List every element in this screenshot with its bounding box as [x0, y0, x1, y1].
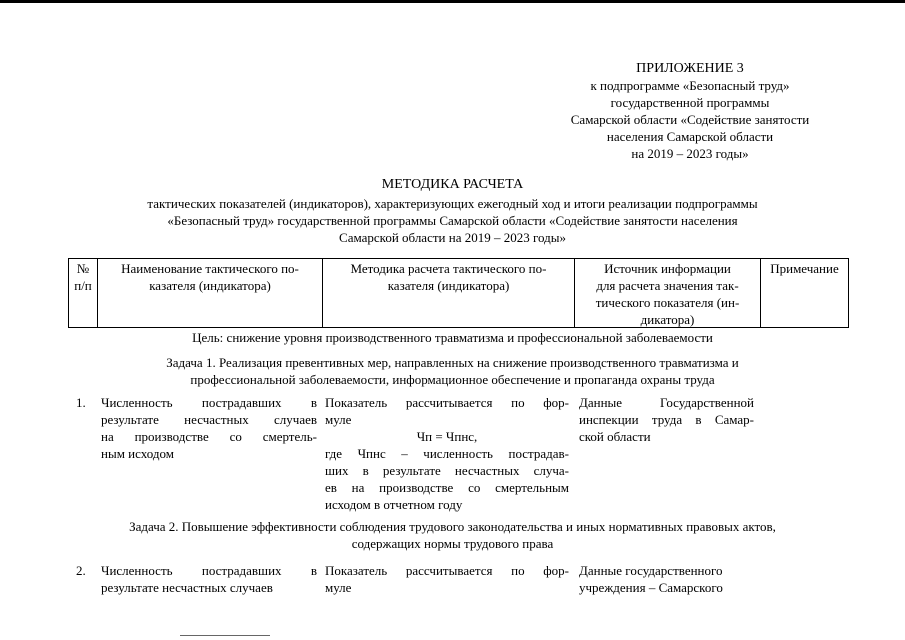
header-text: для расчета значения так- [596, 278, 739, 293]
row-2-method [325, 562, 569, 596]
cell-line: Данные государственного [579, 563, 723, 578]
row-number: 2. [76, 563, 86, 578]
document-subtitle-line: тактических показателей (индикаторов), характеризующих ежегодный ход и итоги реализации подпрограммы [147, 196, 758, 211]
appendix-line: населения Самарской области [606, 129, 774, 144]
document-subtitle-line: «Безопасный труд» государственной программы Самарской области «Содействие занятости населения [167, 213, 738, 228]
cell-line: результате несчастных случаев [101, 580, 273, 595]
header-cell-source [575, 259, 761, 327]
task-2-line: содержащих нормы трудового права [351, 536, 554, 551]
header-text: Источник информации [604, 261, 731, 276]
cell-line: на производстве со смертель- [101, 429, 317, 444]
table-header [68, 258, 849, 328]
header-text: казателя (индикатора) [387, 278, 510, 293]
cell-line: ской области [579, 429, 651, 444]
formula: Чп = Чпнс, [416, 429, 478, 444]
cell-line: Численность пострадавших в [101, 395, 317, 410]
header-text: № [76, 261, 90, 276]
cell-line: Данные Государственной [579, 395, 754, 410]
task-2-line: Задача 2. Повышение эффективности соблюдения трудового законодательства и иных нормативных правовых актов, [129, 519, 776, 534]
cell-line: Численность пострадавших в [101, 563, 317, 578]
task-1-line: Задача 1. Реализация превентивных мер, направленных на снижение производственного травматизма и [166, 355, 739, 370]
appendix-header [540, 60, 840, 162]
cell-line: Показатель рассчитывается по фор- [325, 395, 569, 410]
bottom-rule [180, 635, 270, 636]
header-text: Методика расчета тактического по- [350, 261, 547, 276]
goal-text: Цель: снижение уровня производственного травматизма и профессиональной заболеваемости [192, 330, 713, 345]
cell-line: инспекции труда в Самар- [579, 412, 754, 427]
cell-line: результате несчастных случаев [101, 412, 317, 427]
row-2-indicator-name [101, 562, 317, 596]
header-text: казателя (индикатора) [149, 278, 271, 293]
appendix-line: государственной программы [610, 95, 770, 110]
cell-line: учреждения – Самарского [579, 580, 723, 595]
row-2-source [579, 562, 754, 596]
header-cell-note [761, 259, 848, 327]
row-1-source [579, 394, 754, 445]
header-text: тического показателя (ин- [595, 295, 740, 310]
task-1-line: профессиональной заболеваемости, информационное обеспечение и пропаганда охраны труда [190, 372, 715, 387]
header-cell-indicator-name [98, 259, 323, 327]
cell-line: ших в результате несчастных случа- [325, 463, 569, 478]
header-text: Наименование тактического по- [121, 261, 299, 276]
row-1-indicator-name [101, 394, 317, 462]
appendix-title: ПРИЛОЖЕНИЕ 3 [636, 61, 744, 76]
cell-line: ным исходом [101, 446, 174, 461]
header-cell-method [323, 259, 575, 327]
cell-line: Показатель рассчитывается по фор- [325, 563, 569, 578]
cell-line: исходом в отчетном году [325, 497, 463, 512]
cell-line: ев на производстве со смертельным [325, 480, 569, 495]
header-text: п/п [74, 278, 92, 293]
top-border-line [0, 0, 905, 3]
cell-line: где Чпнс – численность пострадав- [325, 446, 569, 461]
header-cell-number [69, 259, 98, 327]
appendix-line: к подпрограмме «Безопасный труд» [590, 78, 790, 93]
document-title: МЕТОДИКА РАСЧЕТА [381, 177, 524, 192]
document-subtitle-line: Самарской области на 2019 – 2023 годы» [339, 230, 566, 245]
header-text: дикатора) [640, 312, 695, 327]
row-1-method [325, 394, 569, 513]
header-text: Примечание [770, 261, 839, 276]
cell-line: муле [325, 580, 352, 595]
row-number: 1. [76, 395, 86, 410]
cell-line: муле [325, 412, 352, 427]
appendix-line: Самарской области «Содействие занятости [570, 112, 810, 127]
appendix-line: на 2019 – 2023 годы» [631, 146, 749, 161]
